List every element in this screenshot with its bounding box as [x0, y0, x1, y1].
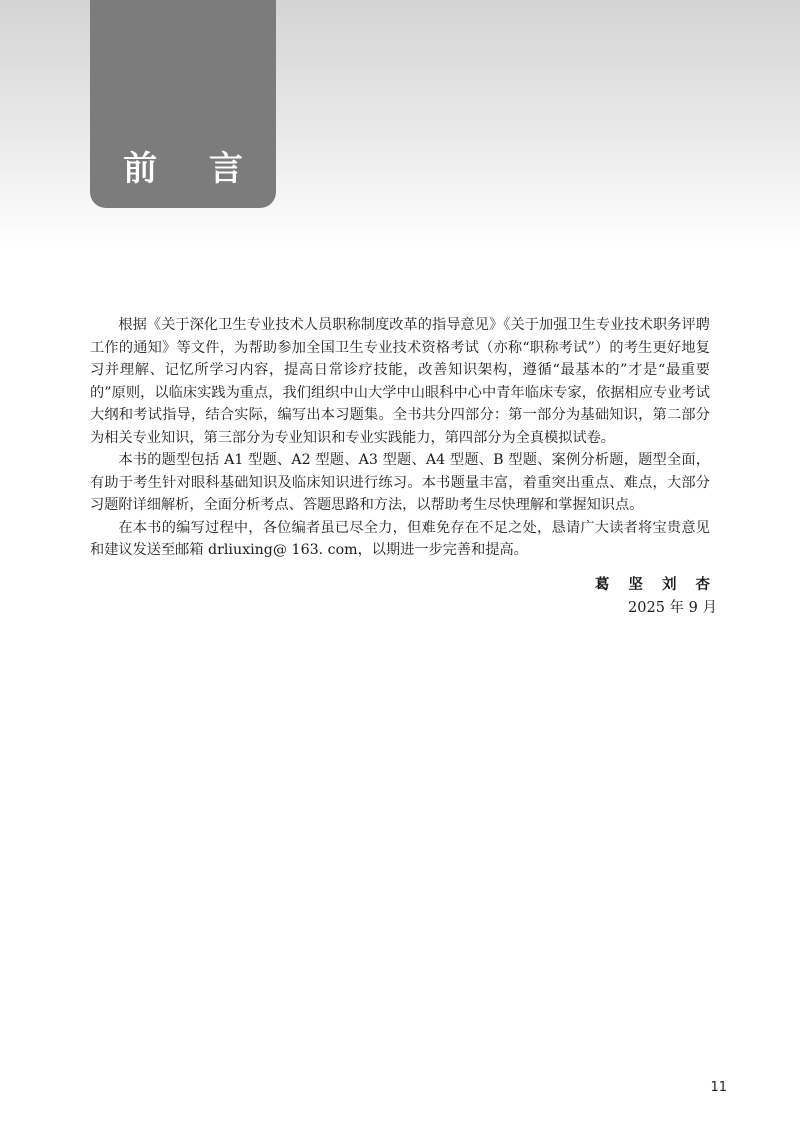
- page-number: 11: [710, 1080, 727, 1095]
- preface-body: [90, 314, 710, 562]
- author-names: 葛 坚 刘 杏: [594, 577, 717, 593]
- preface-paragraph-2: 本书的题型包括 A1 型题、A2 型题、A3 型题、A4 型题、B 型题、案例分析题，题型全面，有助于考生针对眼科基础知识及临床知识进行练习。本书题量丰富，着重突出重点、难点，大部分习题附详细解析，全面分析考点、答题思路和方法，以帮助考生尽快理解和掌握知识点。: [90, 452, 710, 513]
- chapter-title: 前 言: [123, 149, 263, 189]
- signature-block: [595, 574, 717, 619]
- signature-date: 2025 年 9 月: [628, 599, 717, 616]
- preface-paragraph-1: 根据《关于深化卫生专业技术人员职称制度改革的指导意见》《关于加强卫生专业技术职务评聘工作的通知》等文件，为帮助参加全国卫生专业技术资格考试（亦称“职称考试”）的考生更好地复习并理解、记忆所学习内容，提高日常诊疗技能，改善知识架构，遵循“最基本的”才是“最重要的”原则，以临床实践为重点，我们组织中山大学中山眼科中心中青年临床专家，依据相应专业考试大纲和考试指导，结合实际，编写出本习题集。全书共分四部分：第一部分为基础知识，第二部分为相关专业知识，第三部分为专业知识和专业实践能力，第四部分为全真模拟试卷。: [90, 317, 710, 446]
- preface-paragraph-3: 在本书的编写过程中，各位编者虽已尽全力，但难免存在不足之处，恳请广大读者将宝贵意见和建议发送至邮箱 drliuxing@ 163. com，以期进一步完善和提高。: [90, 519, 710, 558]
- chapter-title-tab: [90, 0, 276, 208]
